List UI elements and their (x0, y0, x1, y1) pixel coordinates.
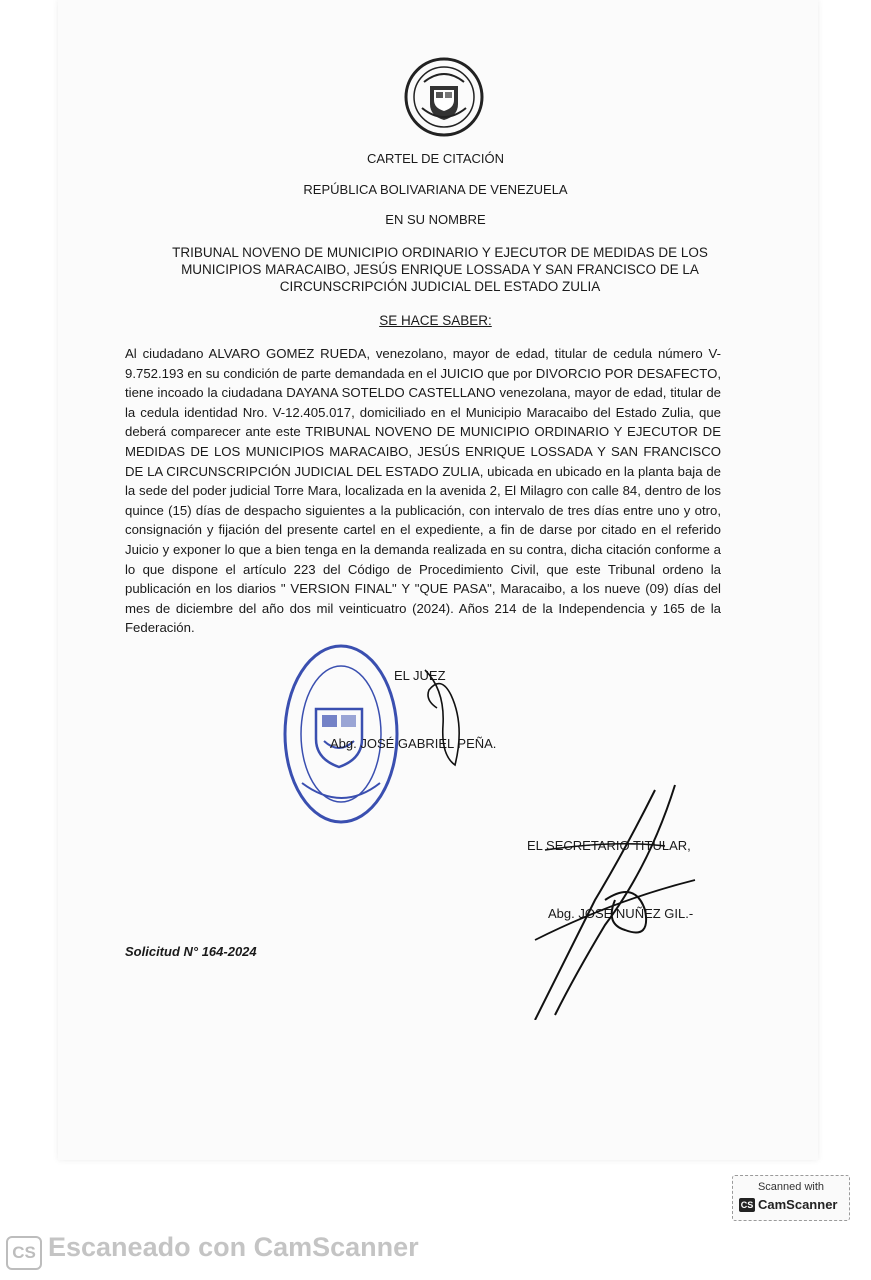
camscanner-badge (732, 1175, 850, 1221)
camscanner-label: CamScanner (758, 1197, 838, 1212)
judge-title: EL JUEZ (394, 668, 446, 683)
tribunal-heading: TRIBUNAL NOVENO DE MUNICIPIO ORDINARIO Y EJECUTOR DE MEDIDAS DE LOS MUNICIPIOS MARACAIBO, JESÚS ENRIQUE LOSSADA Y SAN FRANCISCO DE LA CIRCUNSCRIPCIÓN JUDICIAL DEL ESTADO ZULIA (172, 245, 708, 294)
se-hace-saber-heading: SE HACE SABER: (379, 313, 492, 328)
solicitud-number: Solicitud N° 164-2024 (125, 944, 257, 959)
secretary-name: Abg. JOSÉ NUÑEZ GIL.- (548, 906, 694, 921)
judge-name: Abg. JOSÉ GABRIEL PEÑA. (330, 736, 497, 751)
secretary-signature (505, 780, 705, 1020)
republic-heading: REPÚBLICA BOLIVARIANA DE VENEZUELA (303, 182, 568, 197)
citation-body: Al ciudadano ALVARO GOMEZ RUEDA, venezolano, mayor de edad, titular de cedula número V-9.752.193 en su condición de parte demandada en el JUICIO que por DIVORCIO POR DESAFECTO, tiene incoado la ciudadana DAYANA SOTELDO CASTELLANO venezolana, mayor de edad, titular de la cedula identidad Nro. V-12.405.017, domiciliado en el Municipio Maracaibo del Estado Zulia, que deberá comparecer ante este TRIBUNAL NOVENO DE MUNICIPIO ORDINARIO Y EJECUTOR DE MEDIDAS DE LOS MUNICIPIOS MARACAIBO, JESÚS ENRIQUE LOSSADA Y SAN FRANCISCO DE LA CIRCUNSCRIPCIÓN JUDICIAL DEL ESTADO ZULIA, ubicada en ubicado en la planta baja de la sede del poder judicial Torre Mara, localizada en la avenida 2, El Milagro con calle 84, dentro de los quince (15) días de despacho siguientes a la publicación, con intervalo de tres días entre uno y otro, consignación y fijación del presente cartel en el expediente, a fin de darse por citado en el referido Juicio y exponer lo que a bien tenga en la demanda realizada en su contra, dicha citación conforme a lo que dispone el artículo 223 del Código de Procedimiento Civil, que este Tribunal ordeno la publicación en los diarios " VERSION FINAL" Y "QUE PASA", Maracaibo, a los nueve (09) días del mes de diciembre del año dos mil veinticuatro (2024). Años 214 de la Independencia y 165 de la Federación. (125, 346, 721, 636)
camscanner-footer-icon: CS (6, 1236, 42, 1270)
secretary-title: EL SECRETARIO TITULAR, (527, 838, 691, 853)
coat-of-arms-seal (404, 56, 484, 138)
document-title: CARTEL DE CITACIÓN (366, 151, 504, 166)
scanned-with-label: Scanned with (757, 1181, 825, 1193)
en-su-nombre-heading: EN SU NOMBRE (385, 212, 486, 227)
judge-signature (415, 660, 475, 770)
court-stamp (282, 643, 400, 825)
camscanner-footer-text: Escaneado con CamScanner (48, 1232, 419, 1262)
camscanner-icon: CS (740, 1200, 754, 1210)
